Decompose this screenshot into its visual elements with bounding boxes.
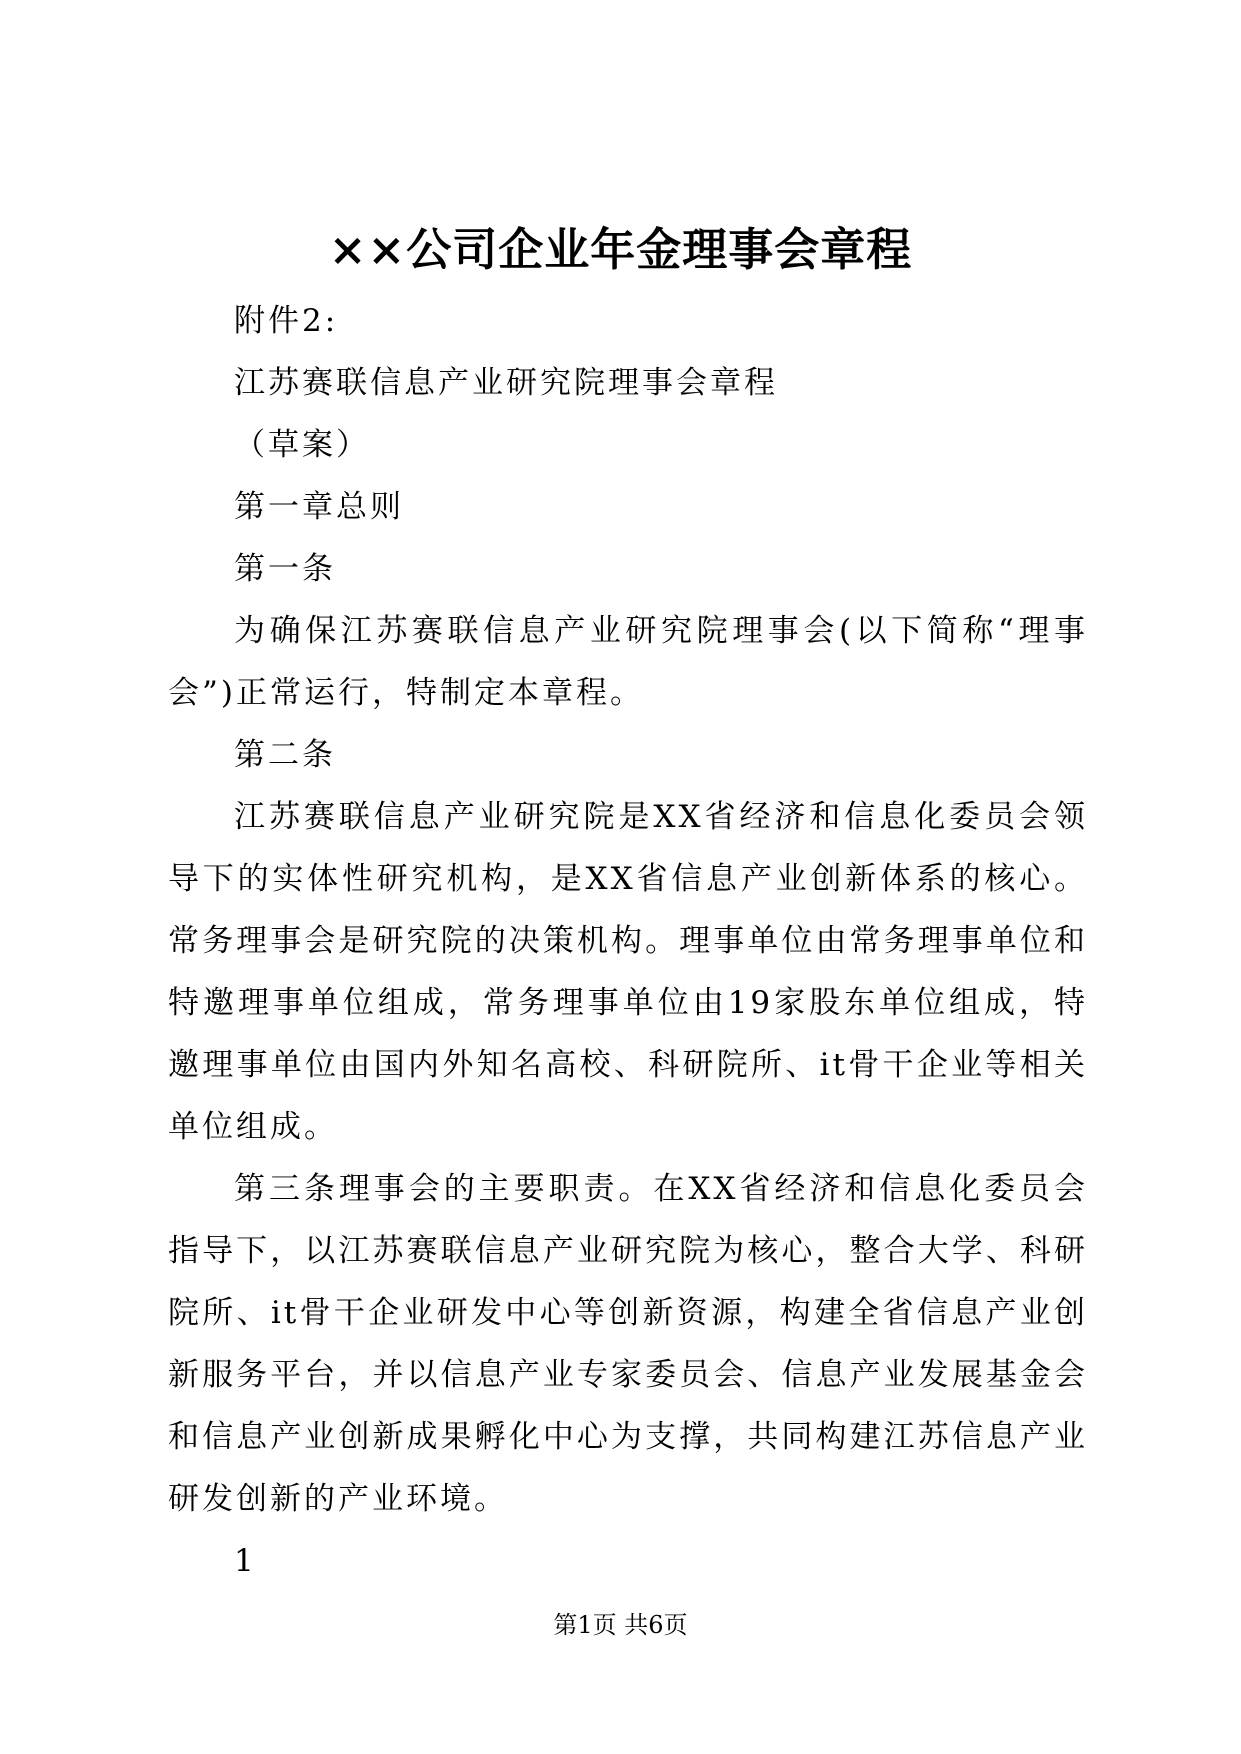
paragraph-article-one-body: 为确保江苏赛联信息产业研究院理事会(以下简称“理事会”)正常运行，特制定本章程。 [168, 613, 1088, 711]
paragraph-article-two-body: 江苏赛联信息产业研究院是XX省经济和信息化委员会领导下的实体性研究机构，是XX省信息产业创新体系的核心。常务理事会是研究院的决策机构。理事单位由常务理事单位和特邀理事单位组成，常务理事单位由19家股东单位组成，特邀理事单位由国内外知名高校、科研院所、it骨干企业等相关单位组成。 [168, 799, 1088, 1145]
document-body [168, 290, 1088, 1592]
page-footer: 第1页 共6页 [553, 1611, 688, 1639]
paragraph-charter-title: 江苏赛联信息产业研究院理事会章程 [234, 365, 778, 401]
paragraph-chapter-one: 第一章总则 [234, 489, 404, 525]
paragraph-attachment: 附件2: [234, 303, 339, 339]
document-title: ××公司企业年金理事会章程 [328, 223, 913, 276]
paragraph-article-one: 第一条 [234, 551, 336, 587]
paragraph-number: 1 [234, 1543, 257, 1579]
paragraph-draft: （草案） [234, 427, 370, 463]
paragraph-article-two: 第二条 [234, 737, 336, 773]
paragraph-article-three: 第三条理事会的主要职责。在XX省经济和信息化委员会指导下，以江苏赛联信息产业研究院为核心，整合大学、科研院所、it骨干企业研发中心等创新资源，构建全省信息产业创新服务平台，并以信息产业专家委员会、信息产业发展基金会和信息产业创新成果孵化中心为支撑，共同构建江苏信息产业研发创新的产业环境。 [168, 1171, 1088, 1517]
